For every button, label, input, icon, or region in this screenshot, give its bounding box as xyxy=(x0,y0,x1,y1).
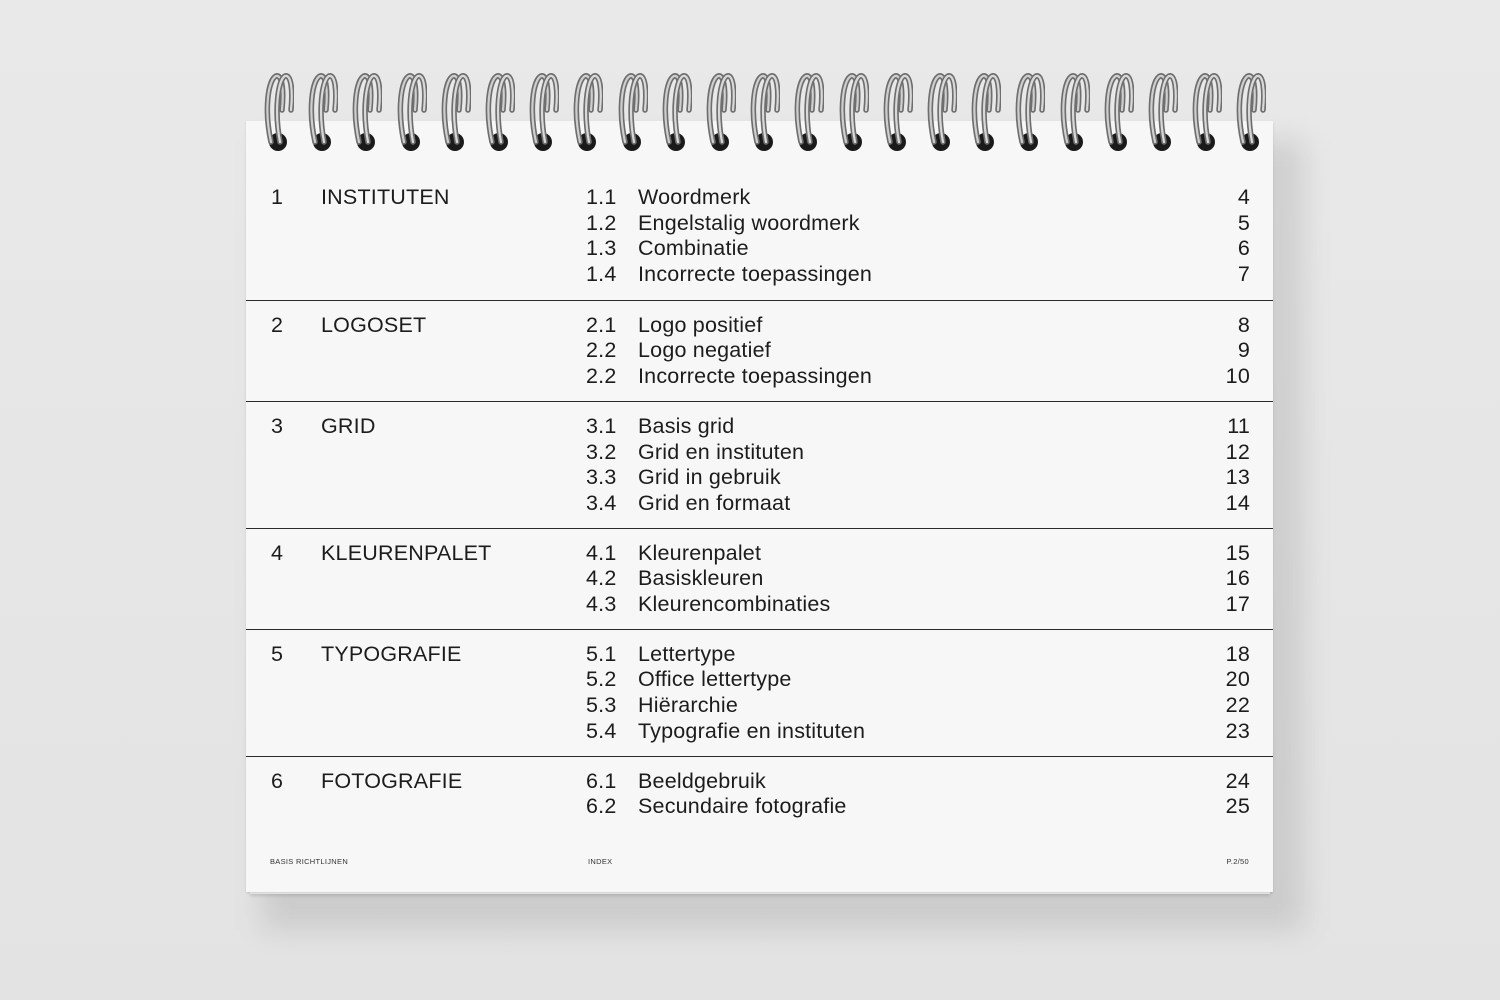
notebook-page xyxy=(246,121,1273,892)
entry-page-number: 7 xyxy=(1237,262,1250,287)
entry-number: 3.2 xyxy=(586,439,617,464)
toc-section xyxy=(246,173,1273,300)
entry-number: 4.2 xyxy=(586,566,617,591)
entry-page-number: 5 xyxy=(1237,210,1250,235)
section-number: 1 xyxy=(271,185,284,209)
toc-entry xyxy=(246,794,1273,820)
entry-page-number: 8 xyxy=(1237,312,1250,337)
section-number: 3 xyxy=(271,413,284,438)
toc-entry xyxy=(246,364,1273,390)
toc-entry xyxy=(246,313,1273,339)
toc-entry xyxy=(246,236,1273,262)
entry-page-number: 25 xyxy=(1225,794,1250,819)
entry-page-number: 13 xyxy=(1225,465,1250,490)
footer-section-label: INDEX xyxy=(588,857,613,866)
entry-page-number: 6 xyxy=(1237,236,1250,261)
entry-title: Engelstalig woordmerk xyxy=(638,210,860,235)
entry-page-number: 20 xyxy=(1225,667,1250,692)
toc-section xyxy=(246,629,1273,757)
entry-number: 5.1 xyxy=(586,641,617,666)
entry-number: 5.2 xyxy=(586,667,617,692)
toc-section xyxy=(246,756,1273,832)
entry-title: Beeldgebruik xyxy=(638,768,766,793)
entry-page-number: 24 xyxy=(1225,768,1250,793)
entry-title: Grid en formaat xyxy=(638,490,791,515)
toc-entry xyxy=(246,769,1273,795)
entry-title: Grid en instituten xyxy=(638,439,805,464)
section-title: KLEURENPALET xyxy=(321,540,492,565)
entry-number: 5.4 xyxy=(586,718,617,743)
section-number: 6 xyxy=(271,768,284,793)
entry-page-number: 9 xyxy=(1237,338,1250,363)
toc-entry xyxy=(246,211,1273,237)
entry-title: Kleurencombinaties xyxy=(638,592,831,617)
entry-title: Typografie en instituten xyxy=(638,718,866,743)
section-title: INSTITUTEN xyxy=(321,185,450,209)
entry-number: 1.3 xyxy=(586,236,617,261)
toc-entry xyxy=(246,719,1273,745)
toc-entry xyxy=(246,440,1273,466)
entry-title: Basiskleuren xyxy=(638,566,764,591)
entry-title: Logo negatief xyxy=(638,338,771,363)
section-title: FOTOGRAFIE xyxy=(321,768,463,793)
entry-page-number: 12 xyxy=(1225,439,1250,464)
toc-entry xyxy=(246,693,1273,719)
entry-title: Incorrecte toepassingen xyxy=(638,262,873,287)
entry-title: Woordmerk xyxy=(638,185,751,209)
entry-title: Combinatie xyxy=(638,236,749,261)
entry-number: 4.3 xyxy=(586,592,617,617)
entry-page-number: 17 xyxy=(1225,592,1250,617)
entry-page-number: 10 xyxy=(1225,364,1250,389)
toc-section xyxy=(246,528,1273,630)
toc-entry xyxy=(246,465,1273,491)
entry-page-number: 11 xyxy=(1227,413,1250,438)
section-number: 5 xyxy=(271,641,284,666)
entry-title: Secundaire fotografie xyxy=(638,794,847,819)
section-number: 4 xyxy=(271,540,284,565)
entry-number: 6.2 xyxy=(586,794,617,819)
entry-page-number: 4 xyxy=(1237,185,1250,209)
toc-entry xyxy=(246,414,1273,440)
entry-page-number: 15 xyxy=(1225,540,1250,565)
entry-number: 2.1 xyxy=(586,312,617,337)
entry-number: 1.4 xyxy=(586,262,617,287)
entry-title: Logo positief xyxy=(638,312,763,337)
entry-number: 5.3 xyxy=(586,693,617,718)
entry-page-number: 23 xyxy=(1225,718,1250,743)
entry-title: Office lettertype xyxy=(638,667,792,692)
entry-number: 3.4 xyxy=(586,490,617,515)
entry-number: 3.1 xyxy=(586,413,617,438)
toc-entry xyxy=(246,338,1273,364)
entry-number: 2.2 xyxy=(586,338,617,363)
toc-section xyxy=(246,300,1273,402)
entry-page-number: 22 xyxy=(1225,693,1250,718)
entry-title: Incorrecte toepassingen xyxy=(638,364,873,389)
entry-title: Basis grid xyxy=(638,413,735,438)
entry-page-number: 18 xyxy=(1225,641,1250,666)
entry-title: Grid in gebruik xyxy=(638,465,781,490)
section-number: 2 xyxy=(271,312,284,337)
toc-entry xyxy=(246,592,1273,618)
section-title: LOGOSET xyxy=(321,312,427,337)
footer-page-number: P.2/50 xyxy=(1226,857,1249,866)
entry-number: 1.2 xyxy=(586,210,617,235)
toc-entry xyxy=(246,541,1273,567)
toc-section xyxy=(246,401,1273,529)
entry-title: Kleurenpalet xyxy=(638,540,762,565)
entry-number: 6.1 xyxy=(586,768,617,793)
toc-entry xyxy=(246,185,1273,211)
entry-page-number: 16 xyxy=(1225,566,1250,591)
section-title: TYPOGRAFIE xyxy=(321,641,462,666)
entry-number: 4.1 xyxy=(586,540,617,565)
entry-page-number: 14 xyxy=(1225,490,1250,515)
entry-number: 1.1 xyxy=(586,185,617,209)
toc-entry xyxy=(246,642,1273,668)
entry-title: Lettertype xyxy=(638,641,736,666)
entry-number: 2.2 xyxy=(586,364,617,389)
section-title: GRID xyxy=(321,413,376,438)
toc-entry xyxy=(246,491,1273,517)
toc-entry xyxy=(246,262,1273,288)
entry-number: 3.3 xyxy=(586,465,617,490)
toc-entry xyxy=(246,667,1273,693)
footer-document-title: BASIS RICHTLIJNEN xyxy=(270,857,349,866)
entry-title: Hiërarchie xyxy=(638,693,738,718)
toc-entry xyxy=(246,566,1273,592)
